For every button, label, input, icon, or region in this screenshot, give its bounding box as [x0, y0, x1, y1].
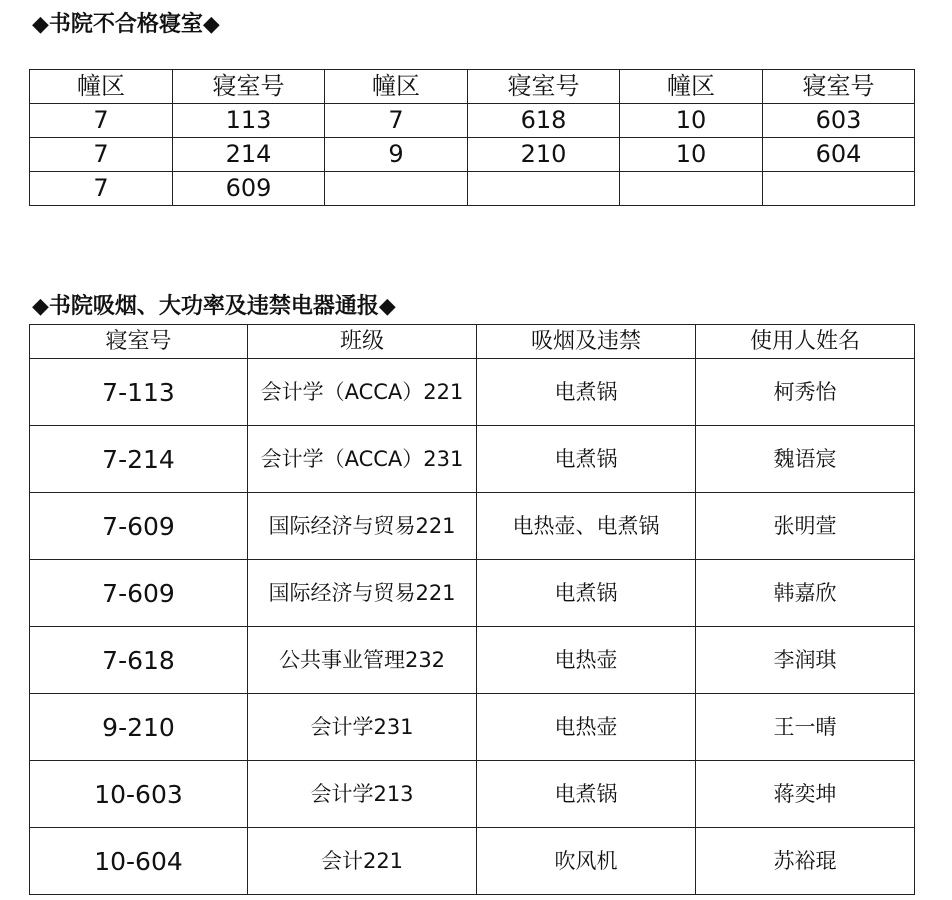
header-cell-user-name: 使用人姓名 [696, 325, 915, 359]
room-cell: 10-603 [30, 761, 248, 828]
table-cell: 618 [468, 104, 620, 138]
class-cell: 会计学（ACCA）231 [248, 426, 477, 493]
table-row [30, 104, 915, 138]
table-cell: 214 [173, 138, 325, 172]
table-cell: 9 [325, 138, 468, 172]
table-cell: 603 [763, 104, 915, 138]
table-row [30, 627, 915, 694]
header-cell-building: 幢区 [620, 70, 763, 104]
table-row [30, 359, 915, 426]
header-cell-building: 幢区 [325, 70, 468, 104]
table-header-row [30, 70, 915, 104]
table-cell: 113 [173, 104, 325, 138]
class-cell: 会计学（ACCA）221 [248, 359, 477, 426]
room-cell: 7-609 [30, 560, 248, 627]
table-row [30, 138, 915, 172]
table-row [30, 493, 915, 560]
user-name-cell: 柯秀怡 [696, 359, 915, 426]
table-cell: 10 [620, 104, 763, 138]
table-cell: 7 [30, 172, 173, 206]
user-name-cell: 王一晴 [696, 694, 915, 761]
violations-table [29, 324, 915, 895]
violation-cell: 电煮锅 [477, 560, 696, 627]
room-cell: 7-113 [30, 359, 248, 426]
room-cell: 10-604 [30, 828, 248, 895]
table-cell: 609 [173, 172, 325, 206]
class-cell: 国际经济与贸易221 [248, 560, 477, 627]
unqualified-dorms-table [29, 69, 915, 206]
table-row [30, 828, 915, 895]
table-cell: 7 [30, 138, 173, 172]
table-row [30, 172, 915, 206]
header-cell-room: 寝室号 [30, 325, 248, 359]
user-name-cell: 苏裕琨 [696, 828, 915, 895]
room-cell: 7-609 [30, 493, 248, 560]
table-cell: 210 [468, 138, 620, 172]
header-cell-room: 寝室号 [468, 70, 620, 104]
room-cell: 7-618 [30, 627, 248, 694]
class-cell: 会计学213 [248, 761, 477, 828]
room-cell: 7-214 [30, 426, 248, 493]
table-row [30, 560, 915, 627]
user-name-cell: 李润琪 [696, 627, 915, 694]
table-cell [468, 172, 620, 206]
violation-cell: 电煮锅 [477, 761, 696, 828]
header-cell-room: 寝室号 [173, 70, 325, 104]
violation-cell: 电热壶、电煮锅 [477, 493, 696, 560]
table-cell [763, 172, 915, 206]
header-cell-class: 班级 [248, 325, 477, 359]
violation-cell: 吹风机 [477, 828, 696, 895]
table-cell [325, 172, 468, 206]
violations-report-title: ◆书院吸烟、大功率及违禁电器通报◆ [32, 294, 396, 319]
user-name-cell: 张明萱 [696, 493, 915, 560]
table-cell: 10 [620, 138, 763, 172]
table-row [30, 426, 915, 493]
unqualified-dorms-title: ◆书院不合格寝室◆ [32, 12, 220, 37]
violation-cell: 电煮锅 [477, 359, 696, 426]
header-cell-building: 幢区 [30, 70, 173, 104]
user-name-cell: 蒋奕坤 [696, 761, 915, 828]
table-cell: 604 [763, 138, 915, 172]
header-cell-violation: 吸烟及违禁 [477, 325, 696, 359]
table-row [30, 761, 915, 828]
table-header-row [30, 325, 915, 359]
violation-cell: 电煮锅 [477, 426, 696, 493]
table-cell: 7 [30, 104, 173, 138]
class-cell: 会计221 [248, 828, 477, 895]
table-row [30, 694, 915, 761]
class-cell: 国际经济与贸易221 [248, 493, 477, 560]
table-cell [620, 172, 763, 206]
header-cell-room: 寝室号 [763, 70, 915, 104]
table-cell: 7 [325, 104, 468, 138]
user-name-cell: 韩嘉欣 [696, 560, 915, 627]
violation-cell: 电热壶 [477, 627, 696, 694]
class-cell: 会计学231 [248, 694, 477, 761]
violation-cell: 电热壶 [477, 694, 696, 761]
class-cell: 公共事业管理232 [248, 627, 477, 694]
user-name-cell: 魏语宸 [696, 426, 915, 493]
room-cell: 9-210 [30, 694, 248, 761]
